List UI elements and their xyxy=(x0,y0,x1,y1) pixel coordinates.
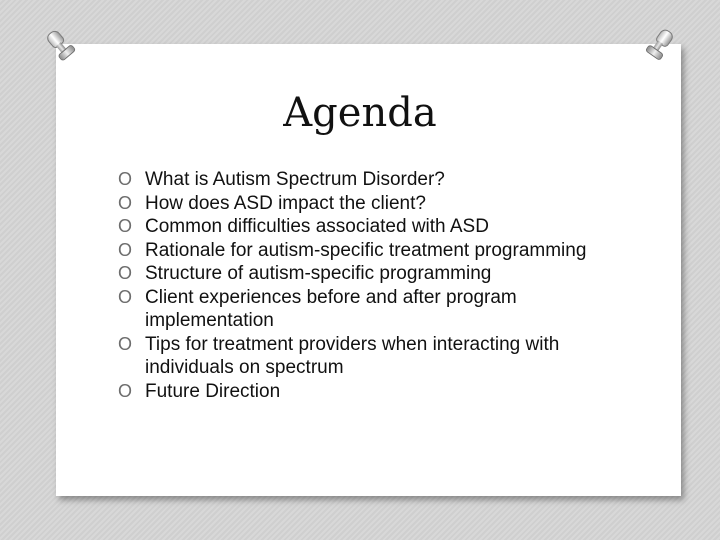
agenda-item-text: How does ASD impact the client? xyxy=(145,192,426,214)
bullet-icon: O xyxy=(118,333,133,354)
slide-title: Agenda xyxy=(283,90,437,136)
agenda-item-text: Common difficulties associated with ASD xyxy=(145,216,489,237)
agenda-item-text: Future Direction xyxy=(145,380,281,402)
bullet-icon: O xyxy=(118,169,133,189)
bullet-icon: O xyxy=(118,263,133,283)
agenda-item-text: Structure of autism-specific programming xyxy=(145,263,492,284)
agenda-item-text: Tips for treatment providers when interacting with individuals on spectrum xyxy=(145,333,560,378)
agenda-item xyxy=(118,380,588,404)
agenda-item xyxy=(118,192,588,216)
agenda-item xyxy=(118,239,588,263)
bullet-icon: O xyxy=(118,216,133,236)
bullet-icon: O xyxy=(118,380,133,401)
agenda-item xyxy=(118,286,588,333)
agenda-item xyxy=(118,168,588,192)
bullet-icon: O xyxy=(118,192,133,213)
agenda-item-text: Client experiences before and after program implementation xyxy=(145,286,517,331)
agenda-item xyxy=(118,215,588,239)
agenda-item-text: What is Autism Spectrum Disorder? xyxy=(145,169,445,190)
bullet-icon: O xyxy=(118,239,133,260)
bullet-icon: O xyxy=(118,286,133,307)
agenda-item-text: Rationale for autism-specific treatment programming xyxy=(145,239,587,261)
agenda-item xyxy=(118,333,588,380)
agenda-list xyxy=(118,168,588,403)
agenda-item xyxy=(118,262,588,286)
